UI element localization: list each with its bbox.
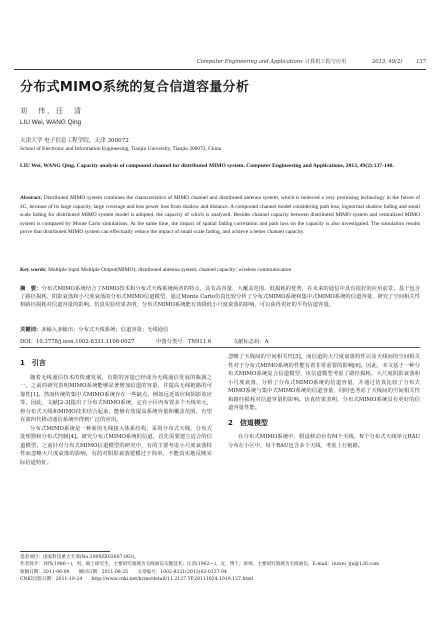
authors-en: LIU Wei, WANG Qing bbox=[20, 119, 82, 126]
intro-paragraph-3: 忽略了天线间的空间相关性[5]，而信道的大尺度衰落特性以及天线间的空间相关性对于分布式MIMO系统的性能有着非常重要的影响[6]。因此，本文基于一种分布式MIMO系统复合信道模型，该信道模型考虑了路径损耗、大尺度阴影衰落和小尺度衰落，分析了分布式MIMO系统的信道容量，并通过仿真比较了分布式MIMO系统与集中式MIMO系统的信道容量，同时也考虑了天线间的空间相关性和路径损耗对信道容量的影响。仿真结果表明，分布式MIMO系统具有更好的信道容量性能。 bbox=[228, 354, 420, 411]
journal-name-en: Computer Engineering and Applications bbox=[196, 59, 303, 65]
meta-line bbox=[20, 337, 420, 345]
intro-paragraph-2: 分布式MIMO系统是一种新的无线接入体系结构，采用分布式天线，分布式处理器和分布式控制[4]。研究分布式MIMO系统的信道，首先需要建立适合的信道模型。之前针对分布式MIMO信道模型的研究中，有的主要考虑小尺度衰落特性而忽略大尺度衰落的影响，有的对阴影衰落建模过于简单，不能真实地反映实际信道特征。 bbox=[20, 425, 212, 466]
keywords-cn-label: 关键词： bbox=[20, 327, 42, 333]
abstract-cn-label: 摘 要： bbox=[20, 286, 42, 292]
section-rule bbox=[20, 347, 420, 348]
footnote-author: 作者简介：刘伟(1986—)，男，硕士研究生，主要研究领域为无线通信关键技术；汪清(1962—)，女，博士，讲师，主要研究领域为无线通信。E-mail：liuwei_tju@126.com bbox=[20, 562, 380, 568]
footnote-rule bbox=[20, 551, 110, 552]
clc-number: 中图分类号：TN911.6 bbox=[156, 339, 212, 345]
page-number: 137 bbox=[416, 59, 426, 65]
paper-title: 分布式MIMO系统的复合信道容量分析 bbox=[20, 80, 250, 95]
section-title-intro: 1 引言 bbox=[20, 359, 46, 367]
footnote-dates: 收稿日期：2011-06-09 修回日期：2011-08-25 文章编号：1002-8331(2013)02-0137-04 bbox=[20, 569, 227, 575]
keywords-en-label: Key words: bbox=[20, 267, 47, 273]
footnote-fund: 基金项目：国家科技重大专项(No.2009ZX03007-003)。 bbox=[20, 555, 140, 560]
keywords-en bbox=[20, 266, 420, 274]
keywords-cn bbox=[20, 325, 420, 333]
abstract-cn-text: 分布式MIMO系统结合了MIMO技术和分布式天线系统两者的特点，具有高容量、大覆盖范围、低损耗的优势，在未来的通信中具有很好的应用前景。基于包含了路径损耗、阴影衰落和小尺度衰落的分布式MIMO信道模型，通过Monte Carlo仿真比较分析了分布式MIMO系统和集中式MIMO系统的信道容量，研究了空间相关性和路径损耗对信道容量的影响。仿真实验结果表明，分布式MIMO系统能有效降低小尺度衰落的影响，可以获得更好的平均信道容量。 bbox=[20, 286, 420, 309]
journal-name-cn: 计算机工程与应用 bbox=[304, 59, 347, 65]
model-paragraph-1: 在分布式MIMO系统中，假设移动台有M个天线，N个分布式天线单元RAU分布在小区中，每个RAU包含多个天线，考虑上行链路。 bbox=[228, 434, 420, 449]
abstract-cn bbox=[20, 285, 420, 310]
running-header bbox=[14, 58, 426, 68]
document-code: 文献标志码：A bbox=[232, 339, 269, 345]
section-title-model: 2 信道模型 bbox=[228, 418, 268, 427]
affiliation-cn: 天津大学 电子信息工程学院，天津 300072 bbox=[20, 138, 129, 144]
footnote-cnki: CNKI出版日期：2011-10-24 http://www.cnki.net/kcms/detail/11.2127.TP.20111024.1019.127.html bbox=[20, 577, 254, 583]
abstract-en bbox=[20, 194, 420, 237]
issue-info: 2013, 49(2) bbox=[371, 59, 403, 65]
keywords-en-text: Multiple Input Multiple Output(MIMO); distributed antenna system; channel capacity; wireless communication bbox=[48, 267, 292, 273]
left-column bbox=[20, 353, 212, 467]
header-rule bbox=[14, 69, 426, 70]
abstract-label: Abstract: bbox=[20, 195, 43, 201]
intro-paragraph-1: 随着无线通信技术的快速发展，有限的容量已经成为无线通信发展的瓶颈之一。之前的研究表明MIMO系统能够显著增加信道的容量，并提高无线链路的可靠性[1]。然而传统的集中式MIMO系统存在一些缺点，例如远近效应和阴影效应等。因此，文献[2-3]提出了分布式MIMO系统，它在小区内布置多个天线单元，将分布式天线和MIMO技术结合起来，能够有效提高系统容量和覆盖范围，有望在第四代移动通信系统中得到广泛的应用。 bbox=[20, 374, 212, 423]
abstract-text: Distributed MIMO system combines the characteristics of MIMO channel and distributed antenna system, which is believed a very promising technology in the future of 4G, because of its large capacity, large coverage and less power loss from shadow and distance. A compound channel model considering path loss, lognormal shadow fading and small scale fading for distributed MIMO system model is adopted, the capacity of which is analyzed. Besides channel capacity between distributed MIMO system and centralized MIMO system is compared by Monte Carlo simulations. At the same time, the impact of spatial fading correlation and path loss on the capacity is also investigated. The simulation results prove that distributed MIMO system can effectually reduce the impact of small scale fading, and achieve a better channel capacity. bbox=[20, 195, 421, 236]
right-column bbox=[228, 353, 420, 450]
citation: LIU Wei, WANG Qing. Capacity analysis of compound channel for distributed MIMO system. Computer Engineering and Applications, 2013, 49(2):137-140. bbox=[20, 163, 394, 169]
authors-cn: 刘 伟，汪 清 bbox=[20, 107, 83, 115]
affiliation-en: School of Electronic and Information Engineering, Tianjin University, Tianjin 300072, China bbox=[20, 146, 222, 152]
footnotes bbox=[20, 554, 420, 584]
doi: DOI：10.3778/j.issn.1002-8331.1106-0027 bbox=[20, 339, 135, 345]
keywords-cn-text: 多输入多输出；分布式天线系统；信道容量；无线通信 bbox=[41, 327, 169, 333]
